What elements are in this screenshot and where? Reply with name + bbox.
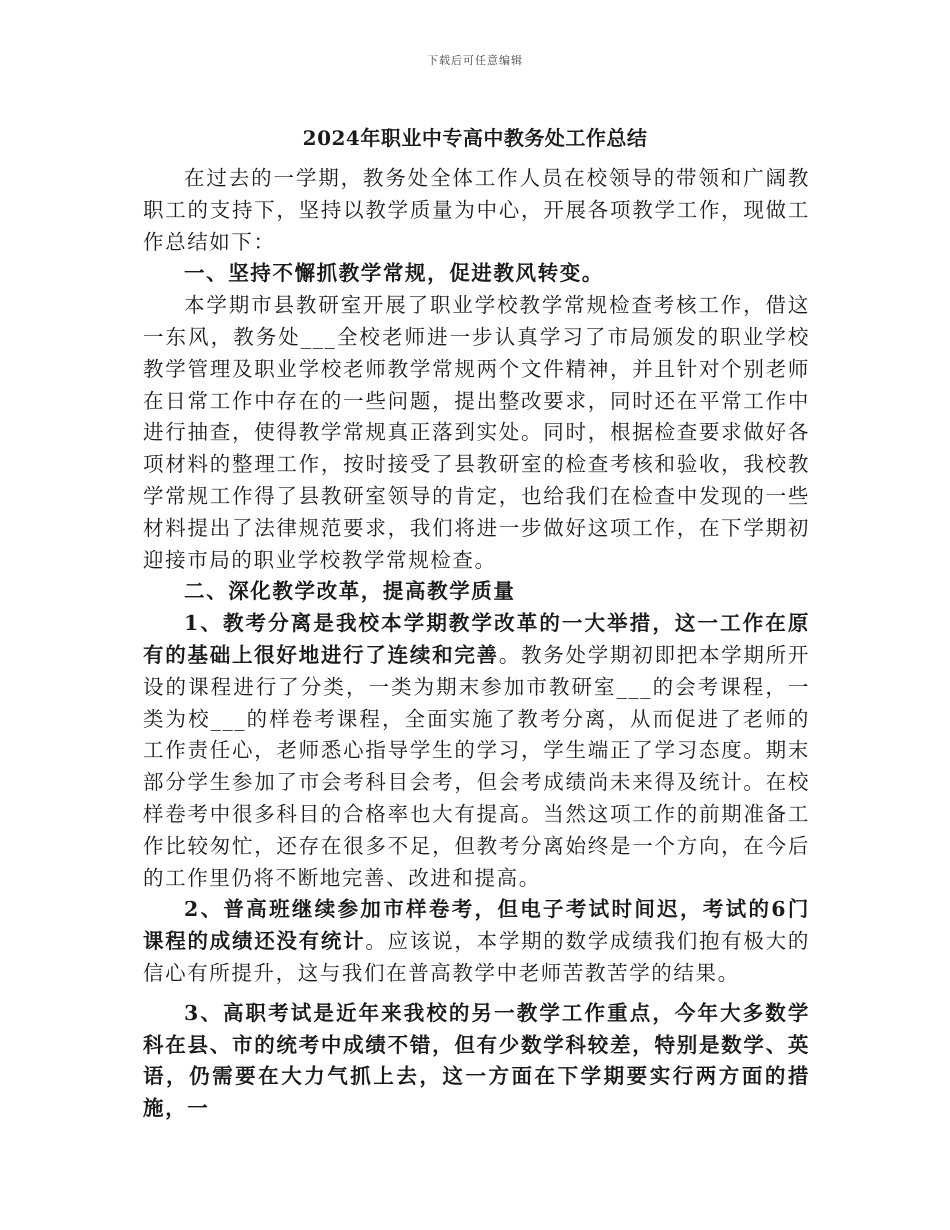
item-3-bold-text: 3、高职考试是近年来我校的另一教学工作重点，今年大多数学科在县、市的统考中成绩不错，但有少数学科较差，特别是数学、英语，仍需要在大力气抓上去，这一方面在下学期要实行两方面的措施，一 [143,1000,810,1121]
section-2-item-3 [143,998,810,1125]
section-2-item-2 [143,894,810,989]
section-2-heading: 二、深化教学改革，提高教学质量 [184,579,516,604]
item-1-text: 。教务处学期初即把本学期所开设的课程进行了分类，一类为期末参加市教研室___的会考课程，一类为校___的样卷考课程，全面实施了教考分离，从而促进了老师的工作责任心，老师悉心指导学生的学习，学生端正了学习态度。期末部分学生参加了市会考科目会考，但会考成绩尚未来得及统计。在校样卷考中很多科目的合格率也大有提高。当然这项工作的前期准备工作比较匆忙，还存在很多不足，但教考分离始终是一个方向，在今后的工作里仍将不断地完善、改进和提高。 [143,642,810,890]
item-1-bold-lead: 1、教考分离是我校本学期教学改革的一大举措，这一工作在原有的基础上很好地进行了连续和完善 [143,611,810,667]
intro-paragraph: 在过去的一学期，教务处全体工作人员在校领导的带领和广阔教职工的支持下，坚持以教学质量为中心，开展各项教学工作，现做工作总结如下： [143,166,810,254]
section-2-item-1 [143,608,810,894]
document-body [143,163,810,1125]
section-1-paragraph: 本学期市县教研室开展了职业学校教学常规检查考核工作，借这一东风，教务处___全校老师进一步认真学习了市局颁发的职业学校教学管理及职业学校老师教学常规两个文件精神，并且针对个别老师在日常工作中存在的一些问题，提出整改要求，同时还在平常工作中进行抽查，使得教学常规真正落到实处。同时，根据检查要求做好各项材料的整理工作，按时接受了县教研室的检查考核和验收，我校教学常规工作得了县教研室领导的肯定，也给我们在检查中发现的一些材料提出了法律规范要求，我们将进一步做好这项工作，在下学期初迎接市局的职业学校教学常规检查。 [143,293,810,572]
page-header-note: 下载后可任意编辑 [427,54,523,67]
section-1-heading: 一、坚持不懈抓教学常规，促进教风转变。 [184,261,604,286]
item-2-bold-lead: 2、普高班继续参加市样卷考，但电子考试时间迟，考试的6门课程的成绩还没有统计 [143,897,810,954]
document-title: 2024年职业中专高中教务处工作总结 [302,126,648,150]
item-2-text: 。应该说，本学期的数学成绩我们抱有极大的信心有所提升，这与我们在普高教学中老师苦教苦学的结果。 [143,929,811,985]
